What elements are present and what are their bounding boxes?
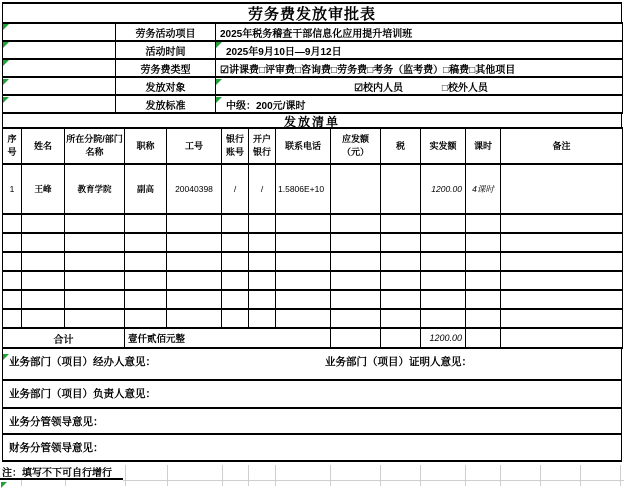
empty-cell[interactable] xyxy=(222,233,249,252)
cell-bank-account[interactable]: / xyxy=(222,164,249,214)
empty-cell[interactable] xyxy=(65,252,125,271)
empty-cell[interactable] xyxy=(501,271,623,290)
handler-opinion-label: 业务部门（项目）经办人意见： xyxy=(9,356,156,368)
empty-cell[interactable] xyxy=(125,309,167,328)
empty-cell[interactable] xyxy=(3,95,116,113)
excel-error-indicator-icon xyxy=(3,42,9,48)
empty-cell[interactable] xyxy=(466,214,501,233)
excel-error-indicator-icon xyxy=(1,482,7,488)
excel-error-indicator-icon xyxy=(3,97,9,103)
empty-cell[interactable] xyxy=(466,290,501,309)
empty-cell[interactable] xyxy=(466,309,501,328)
empty-cell[interactable] xyxy=(501,290,623,309)
gridline xyxy=(620,465,621,486)
col-header-name: 姓名 xyxy=(22,128,65,164)
empty-cell[interactable] xyxy=(421,309,466,328)
total-amount-in-words[interactable]: 壹仟贰佰元整 xyxy=(125,328,331,348)
label-fee-type: 劳务费类型 xyxy=(116,59,216,77)
dept-head-opinion-label: 业务部门（项目）负责人意见： xyxy=(9,388,156,400)
table-header-row xyxy=(3,128,623,164)
checkbox-external-staff[interactable]: □校外人员 xyxy=(441,82,488,94)
empty-cell[interactable] xyxy=(381,214,421,233)
empty-cell[interactable] xyxy=(381,328,421,348)
empty-cell[interactable] xyxy=(501,214,623,233)
empty-cell[interactable] xyxy=(276,271,331,290)
empty-cell[interactable] xyxy=(3,214,22,233)
value-standard[interactable]: 中级：200元/课时 xyxy=(216,95,623,113)
empty-cell[interactable] xyxy=(331,214,381,233)
empty-cell[interactable] xyxy=(22,271,65,290)
info-section xyxy=(2,22,623,114)
col-header-seq: 序号 xyxy=(3,128,22,164)
empty-cell[interactable] xyxy=(381,309,421,328)
empty-cell[interactable] xyxy=(249,309,276,328)
empty-cell[interactable] xyxy=(249,233,276,252)
empty-cell[interactable] xyxy=(125,214,167,233)
empty-cell[interactable] xyxy=(466,252,501,271)
excel-error-indicator-icon xyxy=(3,354,9,360)
empty-cell[interactable] xyxy=(3,77,116,95)
empty-cell[interactable] xyxy=(381,233,421,252)
gridline xyxy=(465,465,466,486)
list-section-title: 发放清单 xyxy=(2,114,622,129)
empty-cell[interactable] xyxy=(222,214,249,233)
empty-cell[interactable] xyxy=(501,328,623,348)
cell-hours[interactable]: 4课时 xyxy=(466,164,501,214)
empty-cell[interactable] xyxy=(466,233,501,252)
gridline xyxy=(420,465,421,486)
empty-cell[interactable] xyxy=(65,214,125,233)
gridline xyxy=(123,480,624,481)
empty-cell[interactable] xyxy=(501,309,623,328)
empty-cell[interactable] xyxy=(249,271,276,290)
empty-cell[interactable] xyxy=(22,309,65,328)
cell-note[interactable] xyxy=(501,164,623,214)
empty-cell[interactable] xyxy=(22,214,65,233)
excel-error-indicator-icon xyxy=(216,79,222,85)
table-row-empty xyxy=(3,214,623,233)
col-header-emp-id: 工号 xyxy=(167,128,222,164)
empty-cell[interactable] xyxy=(331,328,381,348)
col-header-actual: 实发额 xyxy=(421,128,466,164)
checkbox-internal-staff[interactable]: ☑校内人员 xyxy=(354,82,404,94)
empty-cell[interactable] xyxy=(249,290,276,309)
business-leader-opinion-label: 业务分管领导意见： xyxy=(9,416,104,428)
empty-cell[interactable] xyxy=(381,252,421,271)
empty-cell[interactable] xyxy=(331,290,381,309)
total-row xyxy=(3,328,623,348)
footnote: 注：填写不下可自行增行 xyxy=(0,465,123,480)
info-row-standard xyxy=(3,95,623,113)
empty-cell[interactable] xyxy=(501,252,623,271)
empty-cell[interactable] xyxy=(421,290,466,309)
gridline xyxy=(500,465,501,486)
info-row-recipients xyxy=(3,77,623,95)
gridline xyxy=(540,465,541,486)
col-header-bank-account: 银行账号 xyxy=(222,128,249,164)
disbursement-table xyxy=(2,127,623,349)
empty-cell[interactable] xyxy=(65,290,125,309)
gridline xyxy=(380,465,381,486)
empty-cell[interactable] xyxy=(3,233,22,252)
table-row-empty xyxy=(3,290,623,309)
empty-cell[interactable] xyxy=(501,233,623,252)
empty-cell[interactable] xyxy=(3,290,22,309)
empty-cell[interactable] xyxy=(222,290,249,309)
empty-cell[interactable] xyxy=(222,271,249,290)
empty-cell[interactable] xyxy=(125,252,167,271)
table-row xyxy=(3,164,623,214)
certifier-opinion-label: 业务部门（项目）证明人意见： xyxy=(325,356,472,368)
info-row-time xyxy=(3,41,623,59)
col-header-job-title: 职称 xyxy=(125,128,167,164)
col-header-payable: 应发额（元） xyxy=(331,128,381,164)
cell-seq[interactable]: 1 xyxy=(3,164,22,214)
empty-cell[interactable] xyxy=(331,309,381,328)
table-row-empty xyxy=(3,271,623,290)
label-activity-time: 活动时间 xyxy=(116,41,216,59)
empty-cell[interactable] xyxy=(167,214,222,233)
gridline xyxy=(580,465,581,486)
empty-cell[interactable] xyxy=(331,233,381,252)
empty-cell[interactable] xyxy=(331,271,381,290)
empty-cell[interactable] xyxy=(65,233,125,252)
excel-error-indicator-icon xyxy=(3,60,9,66)
empty-cell[interactable] xyxy=(3,23,116,41)
empty-cell[interactable] xyxy=(3,252,22,271)
total-actual-amount[interactable]: 1200.00 xyxy=(421,328,466,348)
gridline xyxy=(222,465,223,486)
cell-bank[interactable]: / xyxy=(249,164,276,214)
value-activity-time[interactable]: 2025年9月10日—9月12日 xyxy=(216,41,623,59)
empty-cell[interactable] xyxy=(3,309,22,328)
empty-cell[interactable] xyxy=(3,59,116,77)
total-label: 合计 xyxy=(3,328,125,348)
opinion-row-finance-leader[interactable] xyxy=(2,435,622,462)
empty-cell[interactable] xyxy=(381,271,421,290)
value-fee-type-checkboxes[interactable]: ☑讲课费□评审费□咨询费□劳务费□考务（监考费）□稿费□其他项目 xyxy=(216,59,623,77)
excel-error-indicator-icon xyxy=(3,79,9,85)
empty-cell[interactable] xyxy=(331,252,381,271)
col-header-phone: 联系电话 xyxy=(276,128,331,164)
gridline xyxy=(330,465,331,486)
empty-cell[interactable] xyxy=(466,328,501,348)
empty-cell[interactable] xyxy=(167,309,222,328)
cell-payable[interactable] xyxy=(331,164,381,214)
col-header-tax: 税 xyxy=(381,128,421,164)
empty-cell[interactable] xyxy=(249,214,276,233)
empty-cell[interactable] xyxy=(125,290,167,309)
empty-cell[interactable] xyxy=(22,290,65,309)
empty-cell[interactable] xyxy=(222,309,249,328)
gridline xyxy=(125,465,126,486)
empty-cell[interactable] xyxy=(276,290,331,309)
cell-name[interactable]: 王峰 xyxy=(22,164,65,214)
empty-cell[interactable] xyxy=(466,271,501,290)
cell-dept[interactable]: 教育学院 xyxy=(65,164,125,214)
opinion-row-handler[interactable] xyxy=(2,349,622,381)
col-header-bank: 开户银行 xyxy=(249,128,276,164)
excel-error-indicator-icon xyxy=(216,42,222,48)
finance-leader-opinion-label: 财务分管领导意见： xyxy=(9,442,104,454)
sheet-gridline-area xyxy=(0,465,624,486)
empty-cell[interactable] xyxy=(65,271,125,290)
gridline xyxy=(167,465,168,486)
empty-cell[interactable] xyxy=(22,233,65,252)
info-row-fee-type xyxy=(3,59,623,77)
table-row-empty xyxy=(3,233,623,252)
empty-cell[interactable] xyxy=(421,271,466,290)
excel-error-indicator-icon xyxy=(3,24,9,30)
label-project: 劳务活动项目 xyxy=(116,23,216,41)
gridline xyxy=(248,465,249,486)
empty-cell[interactable] xyxy=(421,214,466,233)
opinion-row-business-leader[interactable] xyxy=(2,409,622,435)
empty-cell[interactable] xyxy=(125,233,167,252)
excel-error-indicator-icon xyxy=(216,97,222,103)
empty-cell[interactable] xyxy=(276,233,331,252)
empty-cell[interactable] xyxy=(276,252,331,271)
form-area xyxy=(2,2,622,462)
empty-cell[interactable] xyxy=(167,271,222,290)
empty-cell[interactable] xyxy=(421,252,466,271)
col-header-hours: 课时 xyxy=(466,128,501,164)
empty-cell[interactable] xyxy=(421,233,466,252)
empty-cell[interactable] xyxy=(381,290,421,309)
cell-phone[interactable]: 1.5806E+10 xyxy=(276,164,331,214)
value-project[interactable]: 2025年税务稽查干部信息化应用提升培训班 xyxy=(216,23,623,41)
cell-actual[interactable]: 1200.00 xyxy=(421,164,466,214)
empty-cell[interactable] xyxy=(125,271,167,290)
cell-job-title[interactable]: 副高 xyxy=(125,164,167,214)
empty-cell[interactable] xyxy=(167,290,222,309)
empty-cell[interactable] xyxy=(167,233,222,252)
opinion-row-dept-head[interactable] xyxy=(2,381,622,409)
empty-cell[interactable] xyxy=(276,309,331,328)
table-row-empty xyxy=(3,309,623,328)
col-header-dept: 所在分院/部门名称 xyxy=(65,128,125,164)
col-header-note: 备注 xyxy=(501,128,623,164)
form-title: 劳务费发放审批表 xyxy=(2,2,622,24)
info-row-project xyxy=(3,23,623,41)
cell-emp-id[interactable]: 20040398 xyxy=(167,164,222,214)
label-recipients: 发放对象 xyxy=(116,77,216,95)
empty-cell[interactable] xyxy=(276,214,331,233)
gridline xyxy=(275,465,276,486)
cell-tax[interactable] xyxy=(381,164,421,214)
label-standard: 发放标准 xyxy=(116,95,216,113)
empty-cell[interactable] xyxy=(22,252,65,271)
empty-cell[interactable] xyxy=(3,271,22,290)
empty-cell[interactable] xyxy=(167,252,222,271)
value-recipients[interactable] xyxy=(216,77,623,95)
empty-cell[interactable] xyxy=(222,252,249,271)
empty-cell[interactable] xyxy=(3,41,116,59)
empty-cell[interactable] xyxy=(249,252,276,271)
table-row-empty xyxy=(3,252,623,271)
empty-cell[interactable] xyxy=(65,309,125,328)
